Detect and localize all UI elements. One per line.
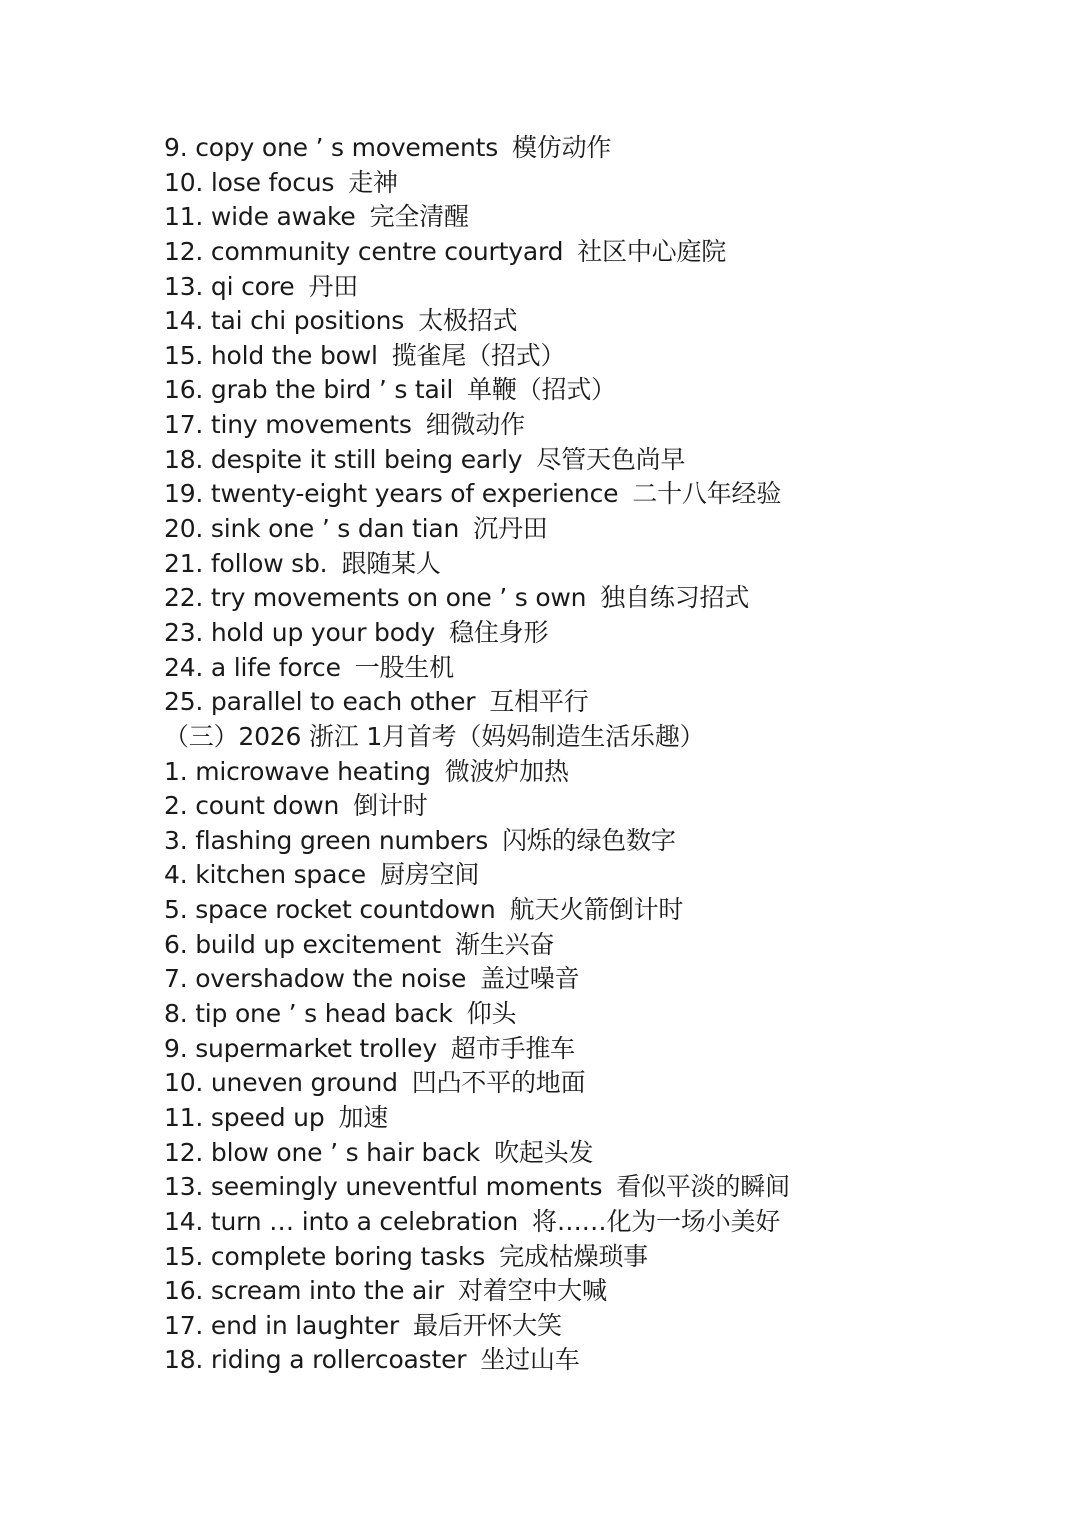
phrase-zh: 稳住身形 (449, 617, 549, 647)
phrase-zh: 模仿动作 (512, 133, 612, 162)
phrase-en: 3. flashing green numbers (164, 825, 489, 855)
phrase-en: 13. seemingly uneventful moments (164, 1172, 603, 1202)
list-item (164, 1066, 1044, 1101)
list-item (164, 1136, 1044, 1171)
phrase-en: 9. supermarket trolley (164, 1033, 437, 1063)
list-item (164, 1240, 1044, 1275)
phrase-en: 7. overshadow the noise (164, 964, 467, 994)
phrase-en: 22. try movements on one ’ s own (164, 583, 587, 613)
phrase-en: 18. riding a rollercoaster (164, 1345, 467, 1375)
phrase-zh: 二十八年经验 (632, 479, 782, 509)
phrase-en: 9. copy one ’ s movements (164, 133, 499, 162)
phrase-zh: 沉丹田 (473, 514, 548, 544)
phrase-zh: 揽雀尾（招式） (391, 340, 566, 370)
phrase-en: 8. tip one ’ s head back (164, 999, 453, 1029)
list-item (164, 928, 1044, 963)
phrase-zh: 航天火箭倒计时 (509, 895, 684, 925)
section-title: （三）2026 浙江 1月首考（妈妈制造生活乐趣） (164, 721, 705, 751)
list-item (164, 547, 1044, 582)
list-item (164, 1170, 1044, 1205)
phrase-en: 2. count down (164, 791, 340, 821)
phrase-zh: 吹起头发 (494, 1137, 594, 1167)
list-item (164, 339, 1044, 374)
list-item (164, 131, 1044, 166)
phrase-en: 17. end in laughter (164, 1310, 399, 1340)
list-item (164, 1343, 1044, 1378)
list-item (164, 755, 1044, 790)
phrase-en: 14. tai chi positions (164, 306, 405, 336)
list-item (164, 270, 1044, 305)
phrase-en: 6. build up excitement (164, 929, 442, 959)
phrase-zh: 跟随某人 (341, 548, 441, 578)
phrase-en: 20. sink one ’ s dan tian (164, 514, 460, 544)
phrase-zh: 完成枯燥琐事 (499, 1241, 648, 1271)
phrase-en: 24. a life force (164, 652, 341, 682)
phrase-zh: 将……化为一场小美好 (532, 1206, 781, 1236)
list-item (164, 1032, 1044, 1067)
phrase-zh: 看似平淡的瞬间 (616, 1172, 790, 1202)
list-item (164, 685, 1044, 720)
phrase-en: 17. tiny movements (164, 410, 412, 440)
list-item (164, 408, 1044, 443)
phrase-zh: 厨房空间 (379, 860, 480, 890)
list-item (164, 443, 1044, 478)
list-item (164, 1309, 1044, 1344)
phrase-zh: 渐生兴奋 (455, 929, 555, 959)
phrase-zh: 一股生机 (354, 652, 454, 682)
phrase-zh: 坐过山车 (480, 1345, 580, 1375)
list-item (164, 304, 1044, 339)
phrase-en: 10. uneven ground (164, 1068, 398, 1098)
list-item (164, 200, 1044, 235)
phrase-en: 15. hold the bowl (164, 340, 378, 370)
phrase-zh: 盖过噪音 (480, 964, 580, 994)
list-item (164, 997, 1044, 1032)
list-item (164, 1205, 1044, 1240)
list-item (164, 789, 1044, 824)
vocabulary-list (164, 131, 1044, 1378)
phrase-zh: 尽管天色尚早 (536, 444, 686, 474)
phrase-zh: 微波炉加热 (444, 756, 569, 786)
phrase-en: 4. kitchen space (164, 860, 366, 890)
phrase-en: 16. scream into the air (164, 1276, 444, 1306)
phrase-en: 12. community centre courtyard (164, 236, 564, 266)
phrase-zh: 倒计时 (353, 791, 428, 821)
list-item (164, 235, 1044, 270)
list-item (164, 616, 1044, 651)
phrase-en: 16. grab the bird ’ s tail (164, 375, 454, 405)
phrase-en: 14. turn … into a celebration (164, 1206, 519, 1236)
phrase-en: 21. follow sb. (164, 548, 328, 578)
phrase-en: 12. blow one ’ s hair back (164, 1137, 481, 1167)
phrase-en: 15. complete boring tasks (164, 1241, 486, 1271)
phrase-zh: 超市手推车 (450, 1033, 575, 1063)
phrase-zh: 独自练习招式 (600, 583, 750, 613)
phrase-zh: 丹田 (308, 271, 359, 301)
phrase-en: 10. lose focus (164, 167, 335, 197)
phrase-en: 18. despite it still being early (164, 444, 523, 474)
phrase-en: 5. space rocket countdown (164, 895, 496, 925)
phrase-en: 11. wide awake (164, 202, 356, 232)
phrase-zh: 互相平行 (489, 687, 589, 717)
list-item (164, 893, 1044, 928)
list-item (164, 1274, 1044, 1309)
list-item (164, 962, 1044, 997)
phrase-zh: 凹凸不平的地面 (411, 1068, 586, 1098)
phrase-zh: 走神 (348, 167, 398, 197)
phrase-zh: 社区中心庭院 (577, 236, 727, 266)
phrase-en: 23. hold up your body (164, 617, 436, 647)
list-item (164, 166, 1044, 201)
list-item (164, 581, 1044, 616)
phrase-zh: 仰头 (466, 999, 517, 1029)
phrase-en: 1. microwave heating (164, 756, 431, 786)
list-item (164, 373, 1044, 408)
list-item (164, 824, 1044, 859)
phrase-zh: 单鞭（招式） (467, 375, 616, 405)
phrase-zh: 闪烁的绿色数字 (502, 825, 676, 855)
phrase-en: 11. speed up (164, 1102, 325, 1132)
section-heading (164, 720, 1044, 755)
phrase-zh: 对着空中大喊 (457, 1276, 607, 1306)
list-item (164, 651, 1044, 686)
phrase-zh: 太极招式 (418, 306, 518, 336)
phrase-zh: 细微动作 (425, 410, 525, 440)
phrase-en: 19. twenty-eight years of experience (164, 479, 619, 509)
phrase-en: 25. parallel to each other (164, 687, 476, 717)
phrase-en: 13. qi core (164, 271, 295, 301)
phrase-zh: 完全清醒 (369, 202, 469, 232)
phrase-zh: 加速 (338, 1102, 389, 1132)
list-item (164, 858, 1044, 893)
list-item (164, 1101, 1044, 1136)
list-item (164, 512, 1044, 547)
phrase-zh: 最后开怀大笑 (412, 1310, 562, 1340)
list-item (164, 477, 1044, 512)
